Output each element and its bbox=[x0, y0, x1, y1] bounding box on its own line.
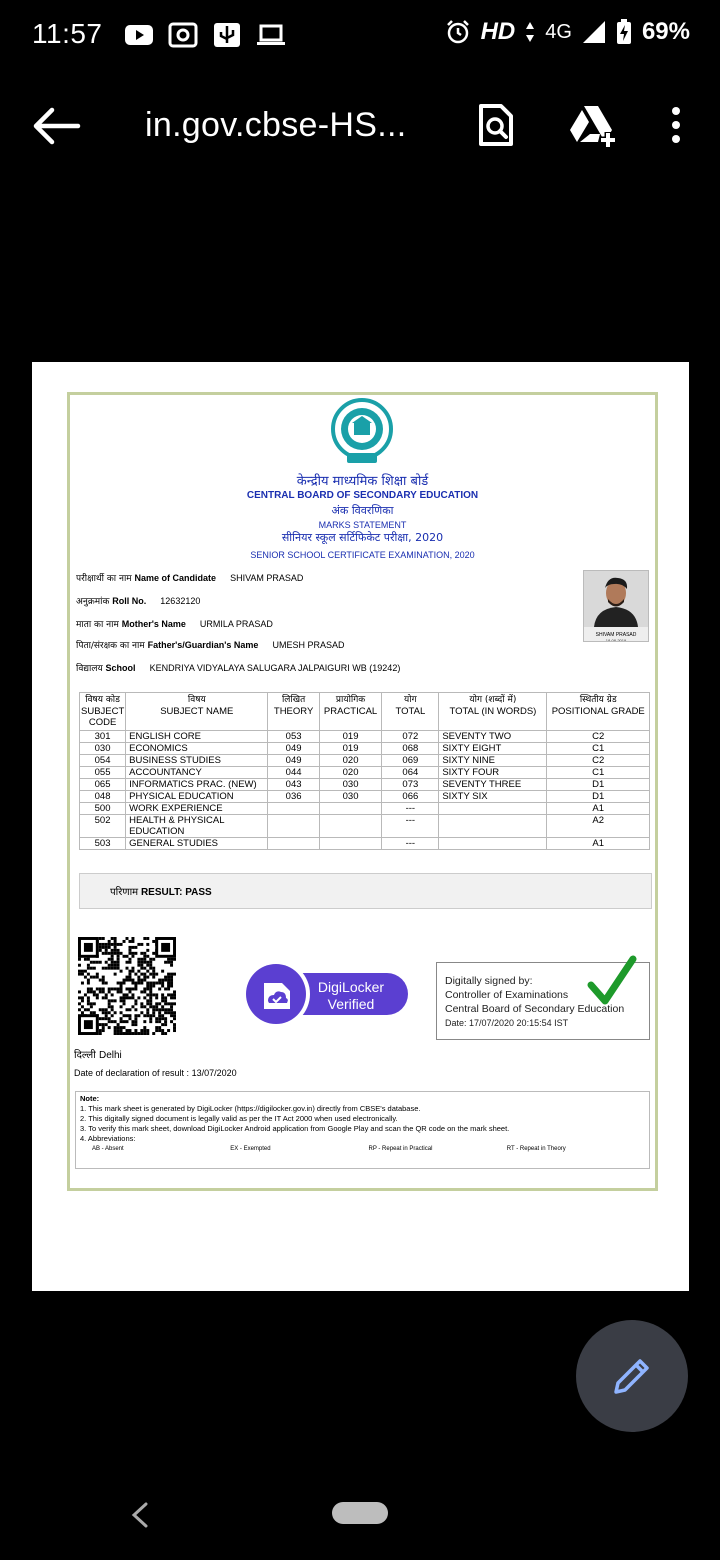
note-line: 1. This mark sheet is generated by DigiLocker (https://digilocker.gov.in) directly from CBSE's database. bbox=[80, 1104, 421, 1113]
cell-total: 066 bbox=[382, 791, 439, 803]
document-title: in.gov.cbse-HS... bbox=[145, 106, 407, 144]
cell-words bbox=[439, 838, 547, 850]
cell-theory bbox=[268, 815, 319, 838]
verified-checkmark-icon bbox=[587, 955, 637, 1007]
column-header: प्रायोगिक PRACTICAL bbox=[319, 693, 382, 731]
status-bar bbox=[0, 0, 720, 70]
marksheet-frame bbox=[67, 392, 658, 1191]
cell-practical bbox=[319, 803, 382, 815]
cell-words: SIXTY NINE bbox=[439, 755, 547, 767]
alarm-icon bbox=[445, 19, 471, 45]
hd-label: HD bbox=[480, 18, 516, 45]
table-row bbox=[80, 767, 650, 779]
cell-theory: 044 bbox=[268, 767, 319, 779]
exam-name-hindi: सीनियर स्कूल सर्टिफिकेट परीक्षा, 2020 bbox=[281, 531, 444, 544]
table-row bbox=[80, 838, 650, 850]
board-name-hindi: केन्द्रीय माध्यमिक शिक्षा बोर्ड bbox=[296, 474, 429, 489]
digilocker-line1: DigiLocker bbox=[317, 979, 385, 995]
cell-name: GENERAL STUDIES bbox=[126, 838, 268, 850]
cbse-logo-icon bbox=[330, 397, 394, 467]
cell-name: ACCOUNTANCY bbox=[126, 767, 268, 779]
nav-home-pill[interactable] bbox=[332, 1502, 388, 1524]
mother-name: URMILA PRASAD bbox=[199, 619, 273, 629]
note-box bbox=[75, 1091, 650, 1169]
note-line: 2. This digitally signed document is legally valid as per the IT Act 2000 when used electronically. bbox=[80, 1114, 398, 1123]
cell-name: WORK EXPERIENCE bbox=[126, 803, 268, 815]
column-header: विषय SUBJECT NAME bbox=[126, 693, 268, 731]
cell-name: HEALTH & PHYSICAL EDUCATION bbox=[126, 815, 268, 838]
column-header: योग (शब्दों में) TOTAL (IN WORDS) bbox=[439, 693, 547, 731]
cell-total: 064 bbox=[382, 767, 439, 779]
cell-code: 054 bbox=[80, 755, 126, 767]
cell-practical: 020 bbox=[319, 767, 382, 779]
abbreviation: AB - Absent bbox=[92, 1146, 124, 1152]
cell-words: SIXTY FOUR bbox=[439, 767, 547, 779]
network-type: 4G bbox=[545, 20, 572, 43]
cell-code: 048 bbox=[80, 791, 126, 803]
table-header-row bbox=[80, 693, 650, 731]
roll-number: 12632120 bbox=[160, 596, 201, 606]
table-row bbox=[80, 791, 650, 803]
cell-total: 072 bbox=[382, 731, 439, 743]
cell-words: SEVENTY THREE bbox=[439, 779, 547, 791]
abbreviation: RP - Repeat in Practical bbox=[368, 1146, 433, 1152]
note-line: 3. To verify this mark sheet, download DigiLocker Android application from Google Play and scan the QR code on the mark sheet. bbox=[80, 1124, 510, 1133]
cell-total: --- bbox=[382, 815, 439, 838]
board-name-english: CENTRAL BOARD OF SECONDARY EDUCATION bbox=[246, 490, 479, 501]
cell-words bbox=[439, 803, 547, 815]
cell-total: --- bbox=[382, 803, 439, 815]
pencil-icon bbox=[610, 1354, 654, 1398]
table-row bbox=[80, 731, 650, 743]
cell-code: 500 bbox=[80, 803, 126, 815]
find-in-document-icon[interactable] bbox=[473, 102, 519, 148]
table-row bbox=[80, 803, 650, 815]
marks-statement-english: MARKS STATEMENT bbox=[318, 520, 407, 530]
table-row bbox=[80, 779, 650, 791]
status-time: 11:57 bbox=[32, 18, 103, 49]
cell-practical bbox=[319, 838, 382, 850]
candidate-portrait bbox=[584, 571, 648, 627]
result-bar bbox=[79, 873, 652, 909]
cell-practical: 020 bbox=[319, 755, 382, 767]
exam-name-english: SENIOR SCHOOL CERTIFICATE EXAMINATION, 2020 bbox=[250, 550, 475, 560]
cell-practical bbox=[319, 815, 382, 838]
abbreviations-row bbox=[92, 1144, 645, 1154]
cell-code: 030 bbox=[80, 743, 126, 755]
battery-icon bbox=[616, 19, 632, 45]
cell-code: 065 bbox=[80, 779, 126, 791]
cell-name: ENGLISH CORE bbox=[126, 731, 268, 743]
cell-total: 069 bbox=[382, 755, 439, 767]
cell-theory bbox=[268, 838, 319, 850]
data-arrows-icon bbox=[525, 21, 535, 43]
cell-grade: C2 bbox=[547, 731, 650, 743]
cell-name: PHYSICAL EDUCATION bbox=[126, 791, 268, 803]
cell-name: INFORMATICS PRAC. (NEW) bbox=[126, 779, 268, 791]
cell-code: 503 bbox=[80, 838, 126, 850]
result-label-english: RESULT: bbox=[140, 887, 183, 898]
cell-grade: C2 bbox=[547, 755, 650, 767]
candidate-photo bbox=[583, 570, 649, 642]
app-toolbar bbox=[0, 80, 720, 170]
cell-practical: 030 bbox=[319, 791, 382, 803]
cell-grade: A1 bbox=[547, 838, 650, 850]
school-row: विद्यालय School KENDRIYA VIDYALAYA SALUGARA JALPAIGURI WB (19242) bbox=[76, 663, 401, 674]
signature-line4: Date: 17/07/2020 20:15:54 IST bbox=[445, 1018, 569, 1028]
edit-fab-button[interactable] bbox=[576, 1320, 688, 1432]
school-name: KENDRIYA VIDYALAYA SALUGARA JALPAIGURI WB (19242) bbox=[149, 663, 401, 673]
digital-signature-box bbox=[436, 962, 650, 1040]
nav-back-icon[interactable] bbox=[128, 1500, 152, 1530]
cell-words bbox=[439, 815, 547, 838]
candidate-name: SHIVAM PRASAD bbox=[230, 573, 304, 583]
mother-name-row: माता का नाम Mother's Name URMILA PRASAD bbox=[76, 619, 273, 630]
result-label-hindi: परिणाम bbox=[110, 887, 139, 898]
declaration-date-row: Date of declaration of result : 13/07/2020 bbox=[74, 1068, 237, 1078]
photo-date: 18-08-2019 bbox=[605, 638, 627, 642]
column-header: स्थितीय ग्रेड POSITIONAL GRADE bbox=[547, 693, 650, 731]
signal-icon bbox=[582, 20, 606, 44]
marks-table bbox=[79, 692, 650, 850]
laptop-icon bbox=[256, 22, 286, 48]
save-to-drive-icon[interactable] bbox=[568, 102, 620, 148]
signature-line3: Central Board of Secondary Education bbox=[445, 1003, 625, 1015]
result-value: PASS bbox=[185, 887, 212, 898]
father-name-row: पिता/संरक्षक का नाम Father's/Guardian's Name UMESH PRASAD bbox=[76, 640, 345, 651]
cell-grade: D1 bbox=[547, 791, 650, 803]
place-of-issue: दिल्ली Delhi bbox=[74, 1050, 122, 1061]
cell-theory bbox=[268, 803, 319, 815]
cell-words: SIXTY SIX bbox=[439, 791, 547, 803]
youtube-icon bbox=[124, 22, 154, 48]
more-options-icon[interactable] bbox=[664, 102, 688, 148]
cell-practical: 019 bbox=[319, 731, 382, 743]
abbreviation: EX - Exempted bbox=[230, 1146, 271, 1152]
signature-line2: Controller of Examinations bbox=[445, 989, 569, 1001]
abbreviation: RT - Repeat in Theory bbox=[506, 1146, 566, 1152]
cell-words: SIXTY EIGHT bbox=[439, 743, 547, 755]
system-nav-bar bbox=[0, 1470, 720, 1560]
marksheet-document bbox=[32, 362, 689, 1291]
cell-code: 301 bbox=[80, 731, 126, 743]
table-row bbox=[80, 755, 650, 767]
marks-statement-hindi: अंक विवरणिका bbox=[331, 504, 394, 517]
cell-total: --- bbox=[382, 838, 439, 850]
father-name: UMESH PRASAD bbox=[272, 640, 345, 650]
cell-practical: 030 bbox=[319, 779, 382, 791]
status-right bbox=[445, 18, 690, 46]
back-arrow-icon[interactable] bbox=[30, 104, 82, 148]
media-icon bbox=[168, 22, 198, 48]
note-title: Note: bbox=[80, 1094, 100, 1103]
roll-number-row: अनुक्रमांक Roll No. 12632120 bbox=[76, 596, 201, 607]
digilocker-verified-badge bbox=[240, 959, 410, 1029]
cell-theory: 049 bbox=[268, 755, 319, 767]
cell-theory: 053 bbox=[268, 731, 319, 743]
cell-name: ECONOMICS bbox=[126, 743, 268, 755]
battery-percent: 69% bbox=[641, 18, 690, 45]
cell-grade: A2 bbox=[547, 815, 650, 838]
photo-caption: SHIVAM PRASAD bbox=[595, 632, 637, 638]
cell-code: 055 bbox=[80, 767, 126, 779]
cell-grade: A1 bbox=[547, 803, 650, 815]
cell-name: BUSINESS STUDIES bbox=[126, 755, 268, 767]
cell-words: SEVENTY TWO bbox=[439, 731, 547, 743]
declaration-date: 13/07/2020 bbox=[191, 1068, 237, 1078]
cell-theory: 043 bbox=[268, 779, 319, 791]
column-header: योग TOTAL bbox=[382, 693, 439, 731]
cell-grade: C1 bbox=[547, 743, 650, 755]
cell-total: 068 bbox=[382, 743, 439, 755]
cell-grade: C1 bbox=[547, 767, 650, 779]
usb-icon bbox=[212, 22, 242, 48]
cell-grade: D1 bbox=[547, 779, 650, 791]
column-header: विषय कोड SUBJECT CODE bbox=[80, 693, 126, 731]
cell-theory: 049 bbox=[268, 743, 319, 755]
cell-theory: 036 bbox=[268, 791, 319, 803]
cell-total: 073 bbox=[382, 779, 439, 791]
qr-code-icon[interactable] bbox=[78, 937, 176, 1035]
column-header: लिखित THEORY bbox=[268, 693, 319, 731]
cell-practical: 019 bbox=[319, 743, 382, 755]
digilocker-line2: Verified bbox=[327, 996, 375, 1012]
note-line: 4. Abbreviations: bbox=[80, 1134, 136, 1143]
candidate-name-row: परीक्षार्थी का नाम Name of Candidate SHIVAM PRASAD bbox=[76, 573, 304, 584]
table-row bbox=[80, 815, 650, 838]
table-row bbox=[80, 743, 650, 755]
signature-line1: Digitally signed by: bbox=[445, 975, 533, 987]
cell-code: 502 bbox=[80, 815, 126, 838]
